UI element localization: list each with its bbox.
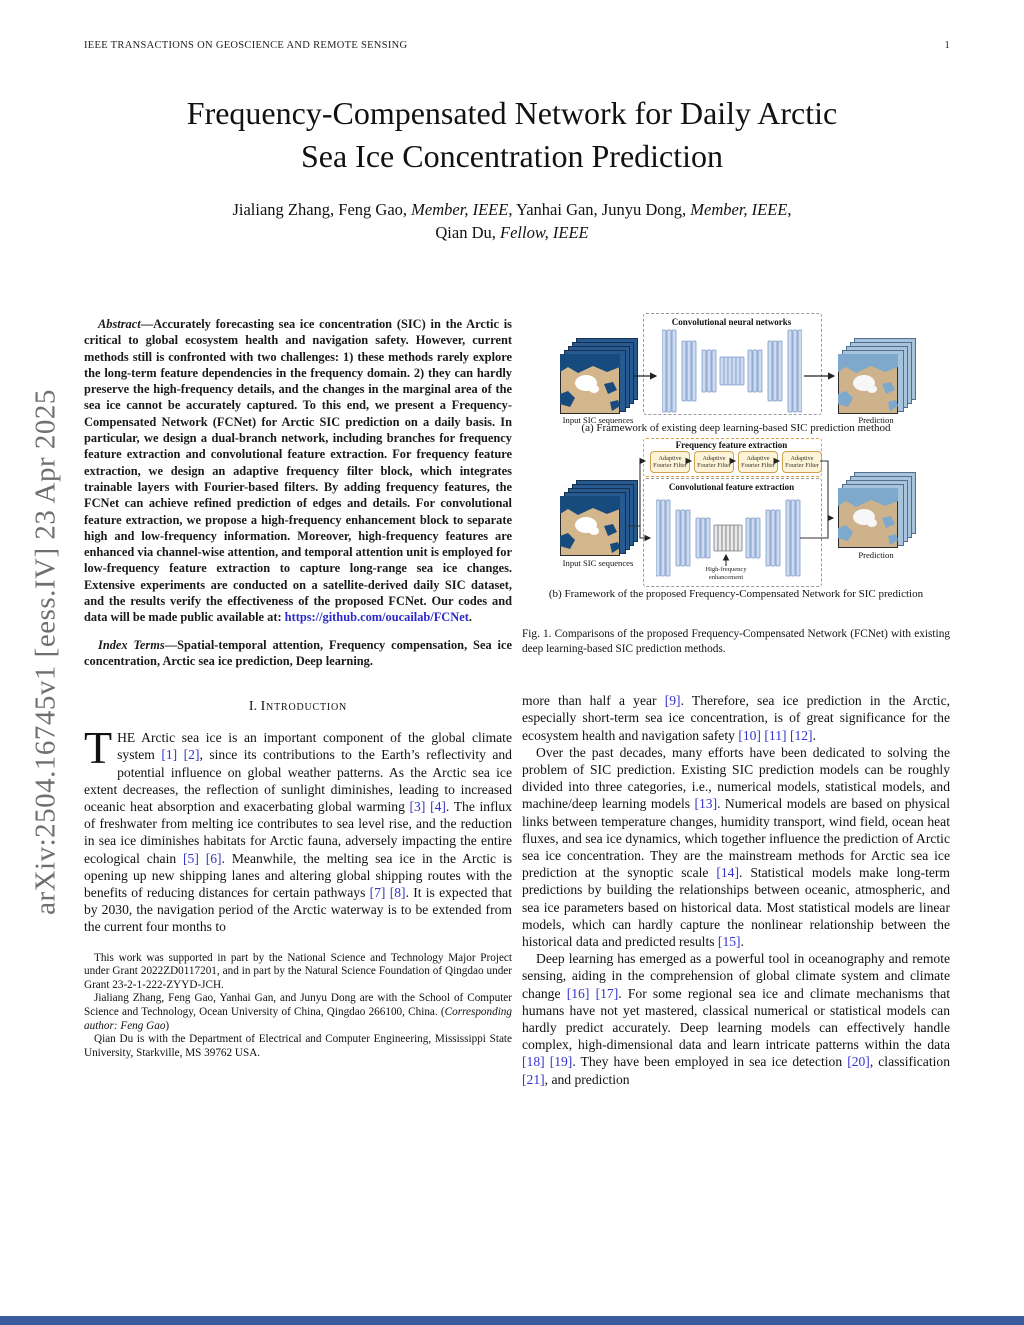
paper-title — [0, 92, 1024, 178]
citation-ref[interactable]: [2] — [183, 747, 200, 763]
input-label-a: Input SIC sequences — [562, 415, 634, 425]
github-link[interactable]: https://github.com/oucailab/FCNet — [284, 610, 469, 625]
citation-ref[interactable]: [19] — [549, 1054, 573, 1070]
left-column — [84, 316, 512, 1060]
cnn-box-title: Convolutional neural networks — [671, 317, 792, 327]
bottom-bar — [0, 1316, 1024, 1325]
high-frequency-enhancement-label: High-frequency enhancement — [705, 566, 747, 581]
citation-ref[interactable]: [15] — [717, 934, 741, 950]
running-header — [84, 40, 950, 51]
citation-ref[interactable]: [14] — [716, 865, 739, 881]
citation-ref[interactable]: [8] — [389, 885, 406, 901]
citation-ref[interactable]: [1] — [161, 747, 178, 763]
citation-ref[interactable]: [16] — [566, 985, 590, 1001]
citation-ref[interactable]: [20] — [847, 1054, 870, 1070]
citation-ref[interactable]: [7] — [369, 885, 386, 901]
paper-title-line2: Sea Ice Concentration Prediction — [300, 138, 724, 174]
adaptive-fourier-filter-1: Adaptive Fourier Filter — [650, 451, 690, 473]
citation-ref[interactable]: [3] — [409, 799, 426, 815]
citation-ref[interactable]: [12] — [789, 727, 813, 743]
subcaption-a: (a) Framework of existing deep learning-based SIC prediction method — [581, 422, 891, 434]
citation-ref[interactable]: [21] — [522, 1071, 545, 1087]
body-paragraph: Deep learning has emerged as a powerful tool in oceanography and remote sensing, aiding in the comprehension of global climate system and climate change [16] [17]. For some regional sea ice and climate mechanisms that humans have not yet mastered, classical numerical or statistical models can hardly predict accurately. Deep learning models can effectively handle complex, high-dimensional data and learn intricate patterns within the data [18] [19]. They have been employed in sea ice detection [20], classification [21], and prediction — [522, 951, 950, 1087]
frequency-box-title: Frequency feature extraction — [675, 440, 788, 450]
prediction-label-b: Prediction — [858, 550, 894, 560]
figure-1-caption: Fig. 1. Comparisons of the proposed Frequency-Compensated Network (FCNet) with existing deep learning-based SIC prediction methods. — [522, 628, 950, 655]
citation-ref[interactable]: [4] — [430, 799, 446, 815]
convolutional-box-title: Convolutional feature extraction — [668, 482, 795, 492]
abstract: Abstract—Accurately forecasting sea ice concentration (SIC) in the Arctic is critical to global ecosystem health and navigation safety. However, current methods still is confronted with two challenges: 1) these methods rarely explore the long-term feature dependencies in the frequency domain. 2) they can hardly preserve the high-frequency details, and the changes in the marginal area of the sea ice cannot be accurately captured. To this end, we present a Frequency-Compensated Network (FCNet) for Arctic SIC prediction on a daily basis. In particular, we design a dual-branch network, including branches for frequency feature extraction and convolutional feature extraction. For frequency feature extraction, we design an adaptive frequency filter block, which integrates trainable layers with Fourier-based filters. By adding frequency features, the FCNet can achieve refined prediction of edges and details. For convolutional feature extraction, we propose a high-frequency enhancement block to separate high and low-frequency information. Moreover, high-frequency features are enhanced via channel-wise attention, and temporal attention unit is employed for low-frequency feature extraction to capture long-range sea ice changes. Extensive experiments are conducted on a satellite-derived daily SIC dataset, and the results verify the effectiveness of the proposed FCNet. Our codes and data will be made public available at: https://github.com/oucailab/FCNet. — [84, 317, 512, 625]
citation-ref[interactable]: [17] — [595, 985, 619, 1001]
drop-cap: T — [84, 722, 113, 774]
citation-ref[interactable]: [6] — [205, 850, 222, 866]
journal-name: IEEE TRANSACTIONS ON GEOSCIENCE AND REMOTE SENSING — [84, 40, 408, 51]
subcaption-b: (b) Framework of the proposed Frequency-Compensated Network for SIC prediction — [548, 588, 924, 600]
connectors-b — [522, 436, 950, 603]
affiliation-footnote-1: Jialiang Zhang, Feng Gao, Yanhai Gan, and Junyu Dong are with the School of Computer Science and Technology, Ocean University of China, Qingdao 266100, China. (Corresponding author: Feng Gao) — [84, 992, 512, 1032]
arxiv-watermark: arXiv:2504.16745v1 [eess.IV] 23 Apr 2025 — [29, 389, 62, 915]
first-page-footnotes — [84, 952, 512, 1061]
figure-1 — [522, 308, 950, 603]
connectors-a — [522, 308, 950, 436]
citation-ref[interactable]: [9] — [664, 693, 681, 709]
author-line1: Jialiang Zhang, Feng Gao, Member, IEEE, Yanhai Gan, Junyu Dong, Member, IEEE, — [232, 200, 792, 219]
prediction-label-a: Prediction — [858, 415, 894, 425]
body-paragraph: Over the past decades, many efforts have been dedicated to solving the problem of SIC prediction. Existing SIC prediction models can be roughly divided into three categories, i.e., numerical models, statistical models, and machine/deep learning models [13]. Numerical models are based on physical links between temperature changes, humidity transport, wind field, ocean heat fluxes, and sea ice dynamics, which together influence the prediction of Arctic sea ice concentration. They are the mainstream methods for Arctic sea ice prediction at the synoptic scale [14]. Statistical models make long-term predictions by building the relationships between oceanic, atmospheric, and sea ice parameters based on historical data. Most statistical models are linear models, which can hardly capture the nonlinear relationship between the historical data and predicted results [15]. — [522, 744, 950, 950]
adaptive-fourier-filter-3: Adaptive Fourier Filter — [738, 451, 778, 473]
citation-ref[interactable]: [5] — [183, 850, 199, 866]
funding-footnote: This work was supported in part by the National Science and Technology Major Project under Grant 2022ZD0117201, and in part by the Natural Science Foundation of Qingdao under Grant 23-2-1-222-ZYYD-JCH. — [84, 951, 512, 991]
right-column-text — [522, 692, 950, 1088]
author-line2: Qian Du, Fellow, IEEE — [435, 223, 589, 242]
citation-ref[interactable]: [13] — [694, 796, 718, 812]
input-label-b: Input SIC sequences — [562, 558, 634, 568]
citation-ref[interactable]: [10] — [738, 727, 761, 743]
citation-ref[interactable]: [18] — [522, 1054, 545, 1070]
intro-paragraph: THE Arctic sea ice is an important component of the global climate system [1] [2], since its contributions to the Earth’s reflectivity and potential influence on global weather patterns. As the Arctic sea ice extent decreases, the reflection of sunlight diminishes, leading to increased oceanic heat absorption and exacerbating global warming [3] [4]. The influx of freshwater from melting ice contributes to sea level rise, and the reduction in sea ice diminishes habitats for Arctic fauna, adversely impacting the entire ecological chain [5] [6]. Meanwhile, the melting sea ice in the Arctic is opening up new shipping lanes and altering global shipping routes with the benefits of reducing distances for certain pathways [7] [8]. It is expected that by 2030, the navigation period of the Arctic waterway is to be extended from the current four months to — [84, 722, 513, 935]
citation-ref[interactable]: [11] — [764, 727, 787, 743]
author-list — [0, 198, 1024, 244]
affiliation-footnote-2: Qian Du is with the Department of Electrical and Computer Engineering, Mississippi State University, Starkville, MS 39762 USA. — [84, 1033, 512, 1059]
adaptive-fourier-filter-4: Adaptive Fourier Filter — [782, 451, 822, 473]
body-paragraph: more than half a year [9]. Therefore, sea ice prediction in the Arctic, especially short-term sea ice concentration, is of great significance for the ecosystem health and navigation safety [10] [11] [12]. — [522, 693, 950, 743]
index-terms: Index Terms—Spatial-temporal attention, Frequency compensation, Sea ice concentration, Arctic sea ice prediction, Deep learning. — [84, 637, 512, 668]
page-number: 1 — [944, 40, 950, 51]
paper-title-line1: Frequency-Compensated Network for Daily Arctic — [186, 95, 838, 131]
right-column — [522, 308, 950, 1088]
adaptive-fourier-filter-2: Adaptive Fourier Filter — [694, 451, 734, 473]
section-heading-introduction: I. Introduction — [248, 699, 348, 715]
